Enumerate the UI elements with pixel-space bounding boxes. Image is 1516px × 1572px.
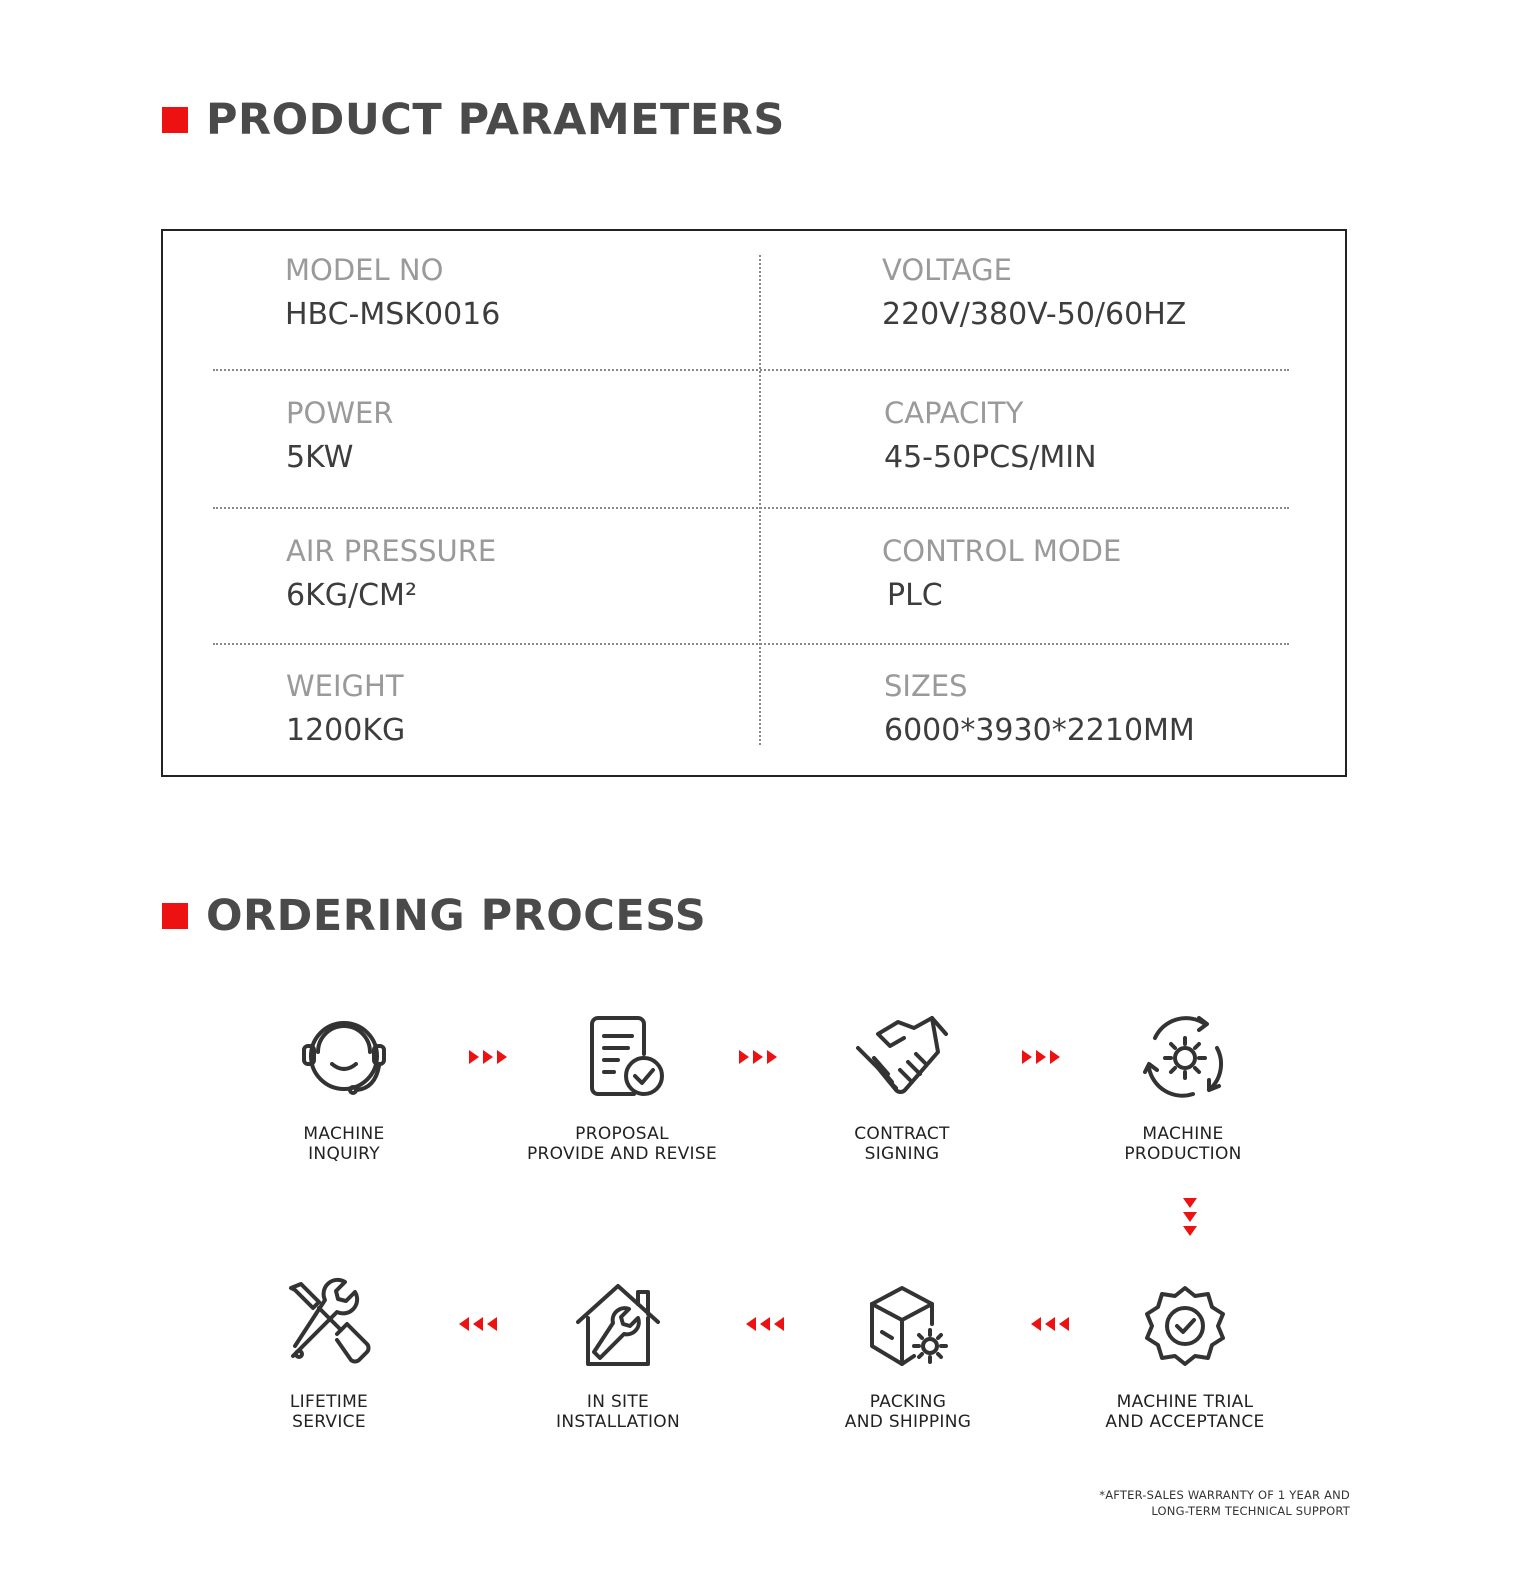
param-control-mode <box>882 532 1121 616</box>
param-label: SIZES <box>884 669 968 703</box>
step-label-line1: PACKING <box>869 1392 947 1412</box>
warranty-footnote <box>1099 1487 1350 1519</box>
step-machine-trial <box>1075 1276 1295 1432</box>
param-value: 5KW <box>286 440 354 475</box>
step-contract-signing <box>792 1008 1012 1164</box>
step-label-line1: LIFETIME <box>289 1392 369 1412</box>
param-value: HBC-MSK0016 <box>285 297 501 332</box>
param-sizes <box>884 667 1195 751</box>
step-label-line2: AND ACCEPTANCE <box>1105 1412 1265 1432</box>
arrow-right-icon <box>467 1048 511 1066</box>
param-label: WEIGHT <box>286 669 404 703</box>
param-value: 1200KG <box>286 713 406 748</box>
step-label-line1: MACHINE <box>303 1124 385 1144</box>
handshake-icon <box>852 1008 952 1108</box>
step-label-line1: CONTRACT <box>854 1124 950 1144</box>
parameters-heading <box>162 95 785 145</box>
headset-icon <box>294 1008 394 1108</box>
param-power <box>286 394 393 478</box>
row-divider <box>213 507 1289 509</box>
arrow-left-icon <box>1029 1315 1073 1333</box>
step-label-line2: INSTALLATION <box>556 1412 680 1432</box>
arrow-left-icon <box>457 1315 501 1333</box>
step-packing-shipping <box>798 1276 1018 1432</box>
param-label: CONTROL MODE <box>882 534 1122 568</box>
house-wrench-icon <box>568 1276 668 1376</box>
param-voltage <box>882 251 1186 335</box>
step-in-site-installation <box>508 1276 728 1432</box>
process-heading <box>162 891 706 941</box>
arrow-down-icon <box>1181 1196 1199 1240</box>
badge-check-icon <box>1135 1276 1235 1376</box>
param-value: 220V/380V-50/60HZ <box>882 297 1187 332</box>
step-label-line2: AND SHIPPING <box>844 1412 972 1432</box>
param-value: 6KG/CM² <box>286 578 417 613</box>
step-label-line2: SERVICE <box>292 1412 366 1432</box>
step-machine-production <box>1073 1008 1293 1164</box>
row-divider <box>213 369 1289 371</box>
step-label-line2: INQUIRY <box>308 1144 380 1164</box>
gear-cycle-icon <box>1133 1008 1233 1108</box>
param-weight <box>286 667 405 751</box>
param-label: POWER <box>286 396 394 430</box>
column-divider <box>759 255 761 745</box>
arrow-left-icon <box>744 1315 788 1333</box>
step-label-line1: MACHINE TRIAL <box>1116 1392 1254 1412</box>
tools-icon <box>279 1276 379 1376</box>
red-square-icon <box>162 107 188 133</box>
step-label-line2: PROVIDE AND REVISE <box>527 1144 717 1164</box>
parameters-table <box>161 229 1347 777</box>
step-label-line2: PRODUCTION <box>1124 1144 1242 1164</box>
param-label: CAPACITY <box>884 396 1024 430</box>
step-machine-inquiry <box>234 1008 454 1164</box>
param-label: MODEL NO <box>285 253 444 287</box>
param-value: 45-50PCS/MIN <box>884 440 1097 475</box>
box-gear-icon <box>858 1276 958 1376</box>
param-capacity <box>884 394 1097 478</box>
step-lifetime-service <box>219 1276 439 1432</box>
parameters-title: PRODUCT PARAMETERS <box>206 95 785 145</box>
footnote-line2: LONG-TERM TECHNICAL SUPPORT <box>1151 1504 1350 1518</box>
row-divider <box>213 643 1289 645</box>
step-label-line1: IN SITE <box>586 1392 650 1412</box>
process-title: ORDERING PROCESS <box>206 891 707 941</box>
step-label-line2: SIGNING <box>864 1144 940 1164</box>
param-label: VOLTAGE <box>882 253 1012 287</box>
document-check-icon <box>572 1008 672 1108</box>
red-square-icon <box>162 903 188 929</box>
param-label: AIR PRESSURE <box>286 534 497 568</box>
param-model-no <box>285 251 500 335</box>
arrow-right-icon <box>1020 1048 1064 1066</box>
arrow-right-icon <box>737 1048 781 1066</box>
footnote-line1: *AFTER-SALES WARRANTY OF 1 YEAR AND <box>1099 1488 1350 1502</box>
step-label-line1: MACHINE <box>1142 1124 1224 1144</box>
param-air-pressure <box>286 532 496 616</box>
param-value: 6000*3930*2210MM <box>884 713 1195 748</box>
step-label-line1: PROPOSAL <box>575 1124 669 1144</box>
param-value: PLC <box>887 578 943 613</box>
step-proposal <box>512 1008 732 1164</box>
